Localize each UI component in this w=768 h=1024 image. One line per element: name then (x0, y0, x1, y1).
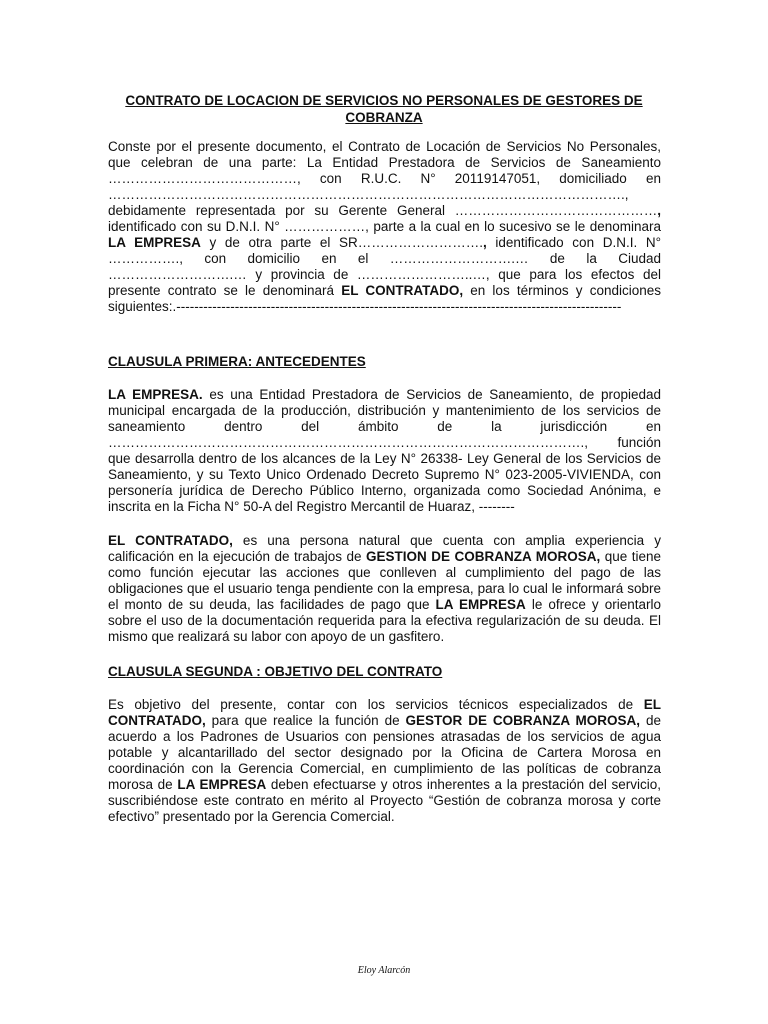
intro-text-2: identificado con su D.N.I. N° ………………, parte a la cual en lo sucesivo se le denominara (108, 219, 661, 234)
clausula-primera-heading: CLAUSULA PRIMERA: ANTECEDENTES (108, 354, 366, 369)
clausula-primera-paragraph-1 (108, 387, 661, 515)
intro-el-contratado: EL CONTRATADO, (341, 283, 464, 298)
intro-comma-1: , (657, 203, 661, 218)
intro-text-4: identificado con D.N.I. N° ……………., con domicilio en el ……………………….… de la Ciudad ……………………….… y provincia de ……………………..…, que para los efectos del presente contrato se le denominará (108, 235, 661, 298)
c2-text-2: para que realice la función de (205, 713, 406, 728)
intro-comma-2: , (482, 235, 487, 250)
p2-el-contratado: EL CONTRATADO, (108, 533, 233, 548)
clausula-segunda-paragraph (108, 697, 661, 825)
c2-gestor-cobranza: GESTOR DE COBRANZA MOROSA, (405, 713, 641, 728)
document-title: CONTRATO DE LOCACION DE SERVICIOS NO PERSONALES DE GESTORES DE COBRANZA (125, 93, 643, 125)
p2-text-3: le ofrece y orientarlo sobre el uso de la documentación requerida para la efectiva regularización de su deuda. El mismo que realizará su labor con apoyo de un gasfitero. (108, 597, 661, 644)
c2-text-3: de acuerdo a los Padrones de Usuarios con pensiones atrasadas de los servicios de agua potable y alcantarillado del sector designado por la Oficina de Cartera Morosa en coordinación con la Gerencia Comercial, en cumplimiento de las políticas de cobranza morosa de (108, 713, 661, 792)
c2-el-contratado: EL CONTRATADO, (108, 697, 661, 728)
intro-text-5: en los términos y condiciones siguientes:.--------------------------------------------------------------------------------------------------- (108, 283, 661, 314)
intro-text-3: y de otra parte el SR………………………. (200, 235, 483, 250)
p2-text-2: que tiene como función ejecutar las acciones que conlleven al cumplimiento del pago de las obligaciones que el usuario tenga pendiente con la empresa, para lo cual le informará sobre el monto de su deuda, las facilidades de pago que (108, 549, 661, 612)
p1-la-empresa: LA EMPRESA. (108, 387, 203, 402)
p2-gestion-cobranza: GESTION DE COBRANZA MOROSA, (366, 549, 601, 564)
p1-text: es una Entidad Prestadora de Servicios de Saneamiento, de propiedad municipal encargada de la producción, distribución y mantenimiento de los servicios de saneamiento dentro del ámbito de la jurisdicción en ……………………………………………………………………………………………., función que desarrolla dentro de los alcances de la Ley N° 26338- Ley General de los Servicios de Saneamiento, y su Texto Unico Ordenado Decreto Supremo N° 023-2005-VIVIENDA, con personería jurídica de Derecho Público Interno, organizada como Sociedad Anónima, e inscrita en la Ficha N° 50-A del Registro Mercantil de Huaraz, -------- (108, 387, 661, 514)
p2-text-1: es una persona natural que cuenta con amplia experiencia y calificación en la ejecución de trabajos de (108, 533, 661, 564)
intro-paragraph (108, 139, 661, 315)
c2-text-1: Es objetivo del presente, contar con los servicios técnicos especializados de (108, 697, 644, 712)
clausula-segunda-heading: CLAUSULA SEGUNDA : OBJETIVO DEL CONTRATO (108, 664, 443, 679)
c2-la-empresa: LA EMPRESA (177, 777, 267, 792)
clausula-primera-paragraph-2 (108, 533, 661, 645)
intro-text-1: Conste por el presente documento, el Contrato de Locación de Servicios No Personales, que celebran de una parte: La Entidad Prestadora de Servicios de Saneamiento ……………………………………, con R.U.C. N° 20119147051, domiciliado en ……………………………………………………………………………………………………., debidamente representada por su Gerente General ……………………………………… (108, 139, 661, 218)
intro-la-empresa: LA EMPRESA (108, 235, 201, 250)
c2-text-4: deben efectuarse y otros inherentes a la prestación del servicio, suscribiéndose este contrato en mérito al Proyecto “Gestión de cobranza morosa y corte efectivo” presentado por la Gerencia Comercial. (108, 777, 661, 824)
footer-author: Eloy Alarcón (357, 965, 411, 976)
p2-la-empresa: LA EMPRESA (435, 597, 526, 612)
